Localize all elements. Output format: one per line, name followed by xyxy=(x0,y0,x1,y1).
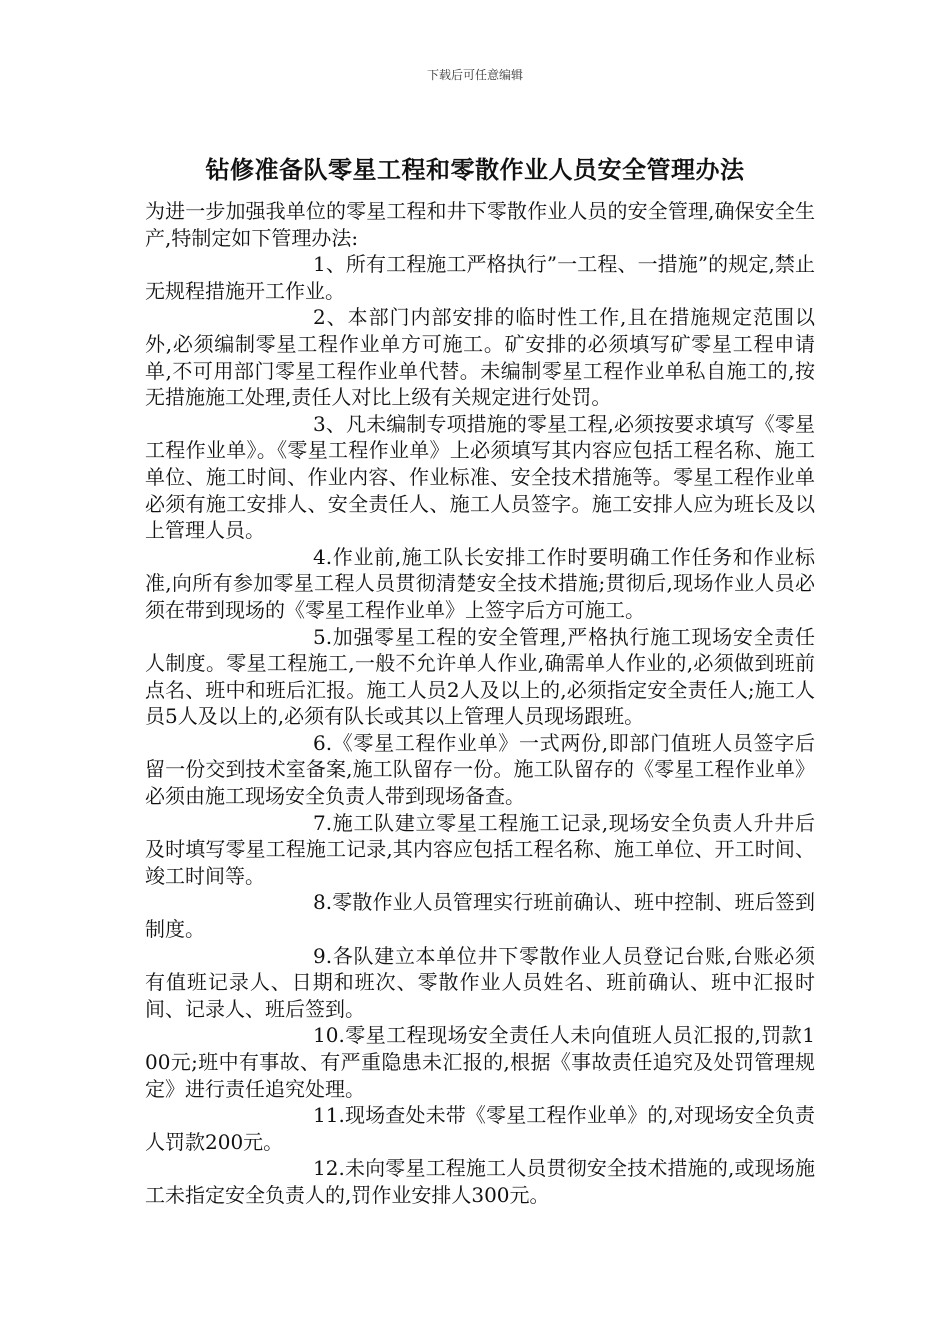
header-note: 下载后可任意编辑 xyxy=(426,68,523,82)
document-body xyxy=(145,198,815,1209)
rule-item-9: 9.各队建立本单位井下零散作业人员登记台账,台账必须有值班记录人、日期和班次、零散作业人员姓名、班前确认、班中汇报时间、记录人、班后签到。 xyxy=(145,943,815,1021)
rule-item-5: 5.加强零星工程的安全管理,严格执行施工现场安全责任人制度。零星工程施工,一般不允许单人作业,确需单人作业的,必须做到班前点名、班中和班后汇报。施工人员2人及以上的,必须指定安全责任人;施工人员5人及以上的,必须有队长或其以上管理人员现场跟班。 xyxy=(145,624,815,729)
rule-item-12: 12.未向零星工程施工人员贯彻安全技术措施的,或现场施工未指定安全负责人的,罚作业安排人300元。 xyxy=(145,1156,815,1207)
rule-item-3: 3、凡未编制专项措施的零星工程,必须按要求填写《零星工程作业单》。《零星工程作业单》上必须填写其内容应包括工程名称、施工单位、施工时间、作业内容、作业标准、安全技术措施等。零星工程作业单必须有施工安排人、安全责任人、施工人员签字。施工安排人应为班长及以上管理人员。 xyxy=(145,411,815,543)
rule-item-1: 1、所有工程施工严格执行”一工程、一措施”的规定,禁止无规程措施开工作业。 xyxy=(145,252,815,303)
rule-item-2: 2、本部门内部安排的临时性工作,且在措施规定范围以外,必须编制零星工程作业单方可施工。矿安排的必须填写矿零星工程申请单,不可用部门零星工程作业单代替。未编制零星工程作业单私自施工的,按无措施施工处理,责任人对比上级有关规定进行处罚。 xyxy=(145,305,815,410)
document-title: 钻修准备队零星工程和零散作业人员安全管理办法 xyxy=(205,155,745,184)
rule-item-10: 10.零星工程现场安全责任人未向值班人员汇报的,罚款100元;班中有事故、有严重隐患未汇报的,根据《事故责任追究及处罚管理规定》进行责任追究处理。 xyxy=(145,1023,815,1101)
intro-paragraph: 为进一步加强我单位的零星工程和井下零散作业人员的安全管理,确保安全生产,特制定如下管理办法: xyxy=(145,199,815,250)
rule-item-7: 7.施工队建立零星工程施工记录,现场安全负责人升井后及时填写零星工程施工记录,其内容应包括工程名称、施工单位、开工时间、竣工时间等。 xyxy=(145,810,815,888)
rule-item-11: 11.现场查处未带《零星工程作业单》的,对现场安全负责人罚款200元。 xyxy=(145,1103,815,1154)
rule-item-4: 4.作业前,施工队长安排工作时要明确工作任务和作业标准,向所有参加零星工程人员贯彻清楚安全技术措施;贯彻后,现场作业人员必须在带到现场的《零星工程作业单》上签字后方可施工。 xyxy=(145,544,815,622)
rule-item-8: 8.零散作业人员管理实行班前确认、班中控制、班后签到制度。 xyxy=(145,890,815,942)
rule-item-6: 6.《零星工程作业单》一式两份,即部门值班人员签字后留一份交到技术室备案,施工队留存一份。施工队留存的《零星工程作业单》必须由施工现场安全负责人带到现场备查。 xyxy=(145,730,815,809)
